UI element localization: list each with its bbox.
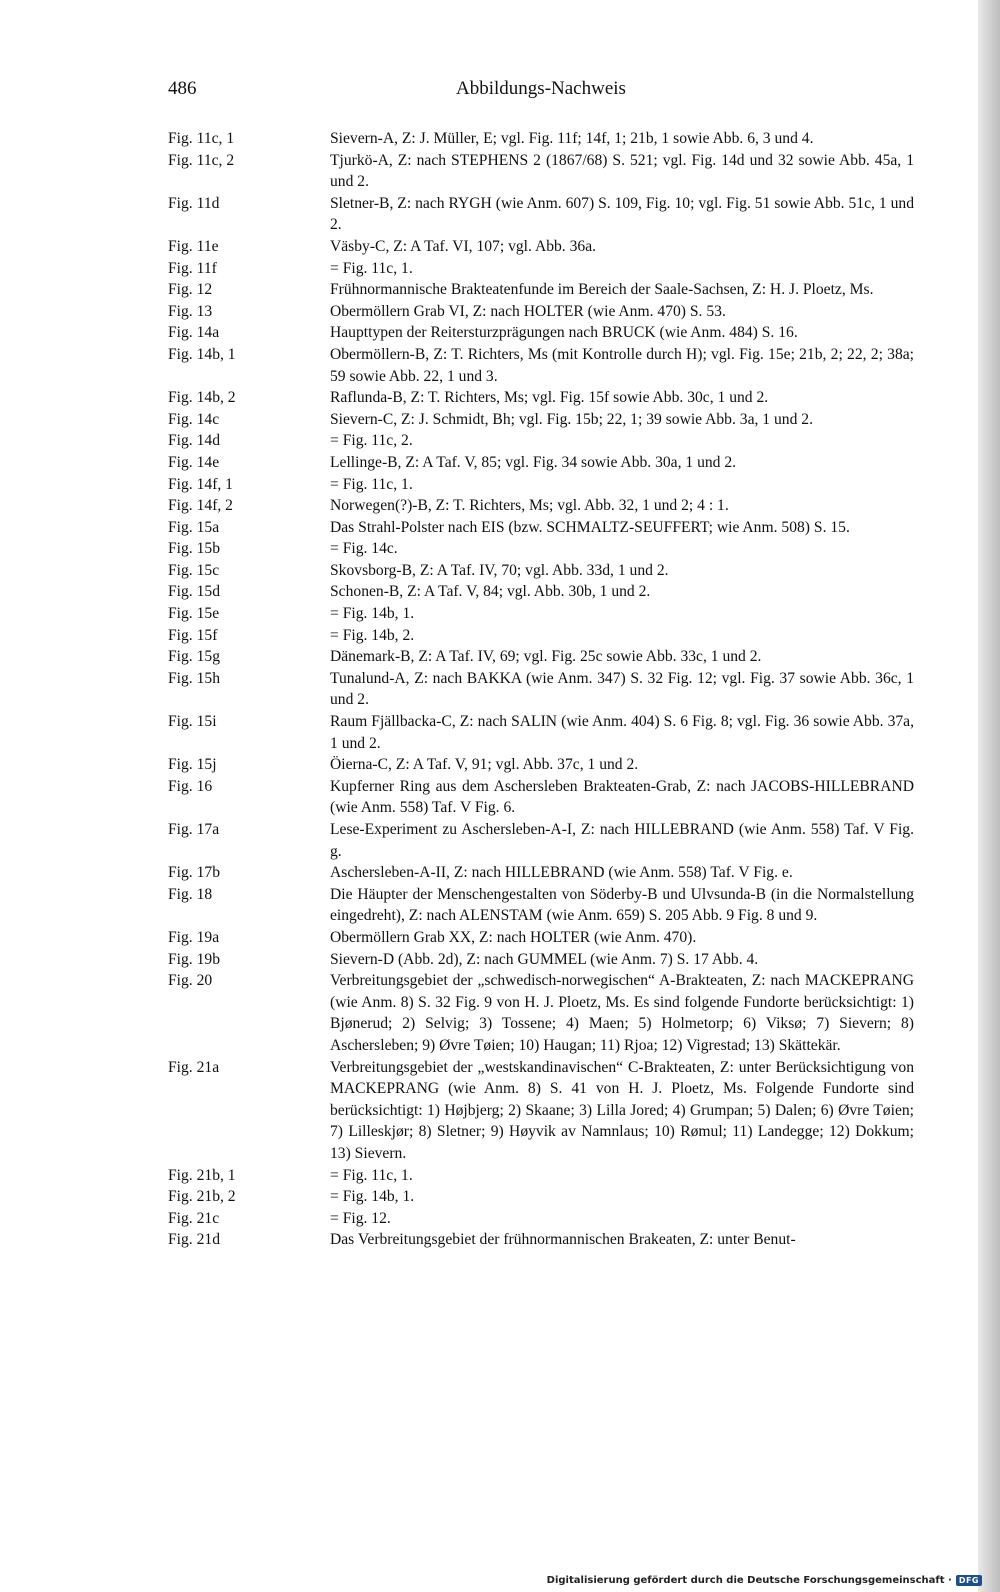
list-item (168, 430, 914, 452)
figure-label: Fig. 11e (168, 237, 219, 255)
figure-reference-list (168, 128, 914, 1251)
figure-label: Fig. 14f, 2 (168, 497, 233, 515)
list-item (168, 344, 914, 387)
figure-description: Lese-Experiment zu Aschersleben-A-I, Z: nach HILLEBRAND (wie Anm. 558) Taf. V Fig. g. (330, 821, 914, 860)
list-item (168, 279, 914, 301)
figure-description: Haupttypen der Reitersturzprägungen nach BRUCK (wie Anm. 484) S. 16. (330, 324, 798, 342)
list-item (168, 495, 914, 517)
figure-description: Lellinge-B, Z: A Taf. V, 85; vgl. Fig. 34 sowie Abb. 30a, 1 und 2. (330, 453, 737, 471)
list-item (168, 819, 914, 862)
figure-label: Fig. 21a (168, 1058, 220, 1076)
figure-description: Skovsborg-B, Z: A Taf. IV, 70; vgl. Abb. 33d, 1 und 2. (330, 561, 669, 579)
list-item (168, 387, 914, 409)
figure-label: Fig. 15j (168, 756, 217, 774)
figure-label: Fig. 15f (168, 626, 218, 644)
figure-label: Fig. 19b (168, 950, 220, 968)
figure-label: Fig. 17b (168, 864, 220, 882)
figure-description: Verbreitungsgebiet der „westskandinavischen“ C-Brakteaten, Z: unter Berücksichtigung von MACKEPRANG (wie Anm. 8) S. 41 von H. J. Ploetz, Ms. Folgende Fundorte sind berücksichtigt: 1) Højbjerg; 2) Skaane; 3) Lilla Jored; 4) Grumpan; 5) Dalen; 6) Øvre Tøien; 7) Lilleskjør; 8) Sletner; 9) Høyvik av Namnlaus; 10) Rømul; 11) Landegge; 12) Dokkum; 13) Sievern. (330, 1058, 914, 1162)
list-item (168, 322, 914, 344)
figure-label: Fig. 17a (168, 821, 220, 838)
figure-description: Sievern-C, Z: J. Schmidt, Bh; vgl. Fig. 15b; 22, 1; 39 sowie Abb. 3a, 1 und 2. (330, 410, 813, 428)
list-item (168, 776, 914, 819)
list-item (168, 193, 914, 236)
list-item (168, 603, 914, 625)
figure-label: Fig. 14e (168, 453, 220, 471)
list-item (168, 236, 914, 258)
list-item (168, 646, 914, 668)
figure-label: Fig. 15a (168, 518, 220, 536)
list-item (168, 625, 914, 647)
figure-label: Fig. 19a (168, 928, 220, 946)
list-item (168, 711, 914, 754)
list-item (168, 1208, 914, 1230)
list-item (168, 128, 914, 150)
page-header (168, 78, 914, 106)
list-item (168, 538, 914, 560)
list-item (168, 862, 914, 884)
dfg-logo: DFG (956, 1575, 982, 1586)
list-item (168, 301, 914, 323)
figure-description: Dänemark-B, Z: A Taf. IV, 69; vgl. Fig. 25c sowie Abb. 33c, 1 und 2. (330, 648, 762, 666)
list-item (168, 754, 914, 776)
figure-description: Das Strahl-Polster nach EIS (bzw. SCHMALTZ-SEUFFERT; wie Anm. 508) S. 15. (330, 518, 850, 536)
figure-label: Fig. 18 (168, 885, 213, 903)
figure-label: Fig. 15d (168, 583, 220, 601)
running-title: Abbildungs-Nachweis (456, 78, 626, 99)
list-item (168, 517, 914, 539)
figure-description: Die Häupter der Menschengestalten von Söderby-B und Ulvsunda-B (in die Normalstellung eingedreht), Z: nach ALENSTAM (wie Anm. 659) S. 205 Abb. 9 Fig. 8 und 9. (330, 885, 914, 925)
figure-label: Fig. 21b, 1 (168, 1166, 236, 1184)
list-item (168, 409, 914, 431)
figure-label: Fig. 21d (168, 1231, 220, 1249)
list-item (168, 884, 914, 927)
figure-description: Schonen-B, Z: A Taf. V, 84; vgl. Abb. 30b, 1 und 2. (330, 583, 651, 601)
book-spine-edge (978, 0, 1000, 1592)
figure-label: Fig. 21c (168, 1209, 220, 1227)
figure-description: = Fig. 14b, 1. (330, 605, 415, 623)
figure-description: Raflunda-B, Z: T. Richters, Ms; vgl. Fig. 15f sowie Abb. 30c, 1 und 2. (330, 389, 769, 407)
page-number: 486 (168, 78, 197, 99)
list-item (168, 668, 914, 711)
figure-description: = Fig. 11c, 1. (330, 1166, 413, 1184)
figure-description: = Fig. 11c, 1. (330, 259, 413, 277)
figure-label: Fig. 15h (168, 669, 220, 687)
list-item (168, 1057, 914, 1165)
list-item (168, 1229, 914, 1251)
figure-description: Sletner-B, Z: nach RYGH (wie Anm. 607) S. 109, Fig. 10; vgl. Fig. 51 sowie Abb. 51c, 1 und 2. (330, 194, 914, 234)
figure-label: Fig. 14b, 1 (168, 345, 236, 363)
list-item (168, 474, 914, 496)
list-item (168, 452, 914, 474)
list-item (168, 560, 914, 582)
figure-description: Norwegen(?)-B, Z: T. Richters, Ms; vgl. Abb. 32, 1 und 2; 4 : 1. (330, 497, 729, 515)
figure-description: Obermöllern Grab VI, Z: nach HOLTER (wie Anm. 470) S. 53. (330, 302, 726, 320)
figure-label: Fig. 11c, 1 (168, 130, 235, 147)
figure-label: Fig. 12 (168, 281, 213, 299)
figure-description: Sievern-D (Abb. 2d), Z: nach GUMMEL (wie Anm. 7) S. 17 Abb. 4. (330, 950, 759, 968)
figure-label: Fig. 15g (168, 648, 220, 666)
list-item (168, 1165, 914, 1187)
figure-description: Frühnormannische Brakteatenfunde im Bereich der Saale-Sachsen, Z: H. J. Ploetz, Ms. (330, 281, 874, 299)
figure-description: Väsby-C, Z: A Taf. VI, 107; vgl. Abb. 36a. (330, 237, 597, 255)
figure-label: Fig. 20 (168, 972, 213, 990)
figure-label: Fig. 15c (168, 561, 220, 579)
list-item (168, 1186, 914, 1208)
figure-label: Fig. 14a (168, 324, 220, 342)
figure-label: Fig. 11c, 2 (168, 151, 235, 169)
figure-description: = Fig. 11c, 1. (330, 475, 413, 493)
figure-description: Tjurkö-A, Z: nach STEPHENS 2 (1867/68) S. 521; vgl. Fig. 14d und 32 sowie Abb. 45a, 1 und 2. (330, 151, 914, 191)
footer-text: Digitalisierung gefördert durch die Deutsche Forschungsgemeinschaft · (546, 1575, 952, 1586)
figure-description: Verbreitungsgebiet der „schwedisch-norwegischen“ A-Brakteaten, Z: nach MACKEPRANG (wie Anm. 8) S. 32 Fig. 9 von H. J. Ploetz, Ms. Es sind folgende Fundorte berücksichtigt: 1) Bjønerud; 2) Selvig; 3) Tossene; 4) Maen; 5) Holmetorp; 6) Viksø; 7) Sievern; 8) Aschersleben; 9) Øvre Tøien; 10) Haugan; 11) Rjoa; 12) Vigrestad; 13) Skättekär. (330, 972, 914, 1054)
figure-description: = Fig. 11c, 2. (330, 432, 413, 450)
list-item (168, 581, 914, 603)
figure-description: = Fig. 12. (330, 1209, 391, 1227)
figure-description: Sievern-A, Z: J. Müller, E; vgl. Fig. 11f; 14f, 1; 21b, 1 sowie Abb. 6, 3 und 4. (330, 130, 814, 147)
footer-credit (547, 1575, 982, 1586)
list-item (168, 949, 914, 971)
figure-description: Kupferner Ring aus dem Aschersleben Brakteaten-Grab, Z: nach JACOBS-HILLEBRAND (wie Anm. 558) Taf. V Fig. 6. (330, 777, 914, 817)
figure-description: Obermöllern-B, Z: T. Richters, Ms (mit Kontrolle durch H); vgl. Fig. 15e; 21b, 2; 22, 2; 38a; 59 sowie Abb. 22, 1 und 3. (330, 345, 914, 385)
list-item (168, 970, 914, 1056)
figure-description: Obermöllern Grab XX, Z: nach HOLTER (wie Anm. 470). (330, 928, 697, 946)
list-item (168, 258, 914, 280)
figure-label: Fig. 21b, 2 (168, 1188, 236, 1206)
figure-label: Fig. 14c (168, 410, 220, 428)
figure-label: Fig. 13 (168, 302, 213, 320)
figure-description: = Fig. 14b, 2. (330, 626, 415, 644)
figure-description: Aschersleben-A-II, Z: nach HILLEBRAND (wie Anm. 558) Taf. V Fig. e. (330, 864, 793, 882)
figure-description: Das Verbreitungsgebiet der frühnormannischen Brakeaten, Z: unter Benut- (330, 1231, 796, 1249)
list-item (168, 150, 914, 193)
figure-label: Fig. 15b (168, 540, 220, 558)
list-item (168, 927, 914, 949)
figure-description: = Fig. 14b, 1. (330, 1188, 415, 1206)
figure-description: Tunalund-A, Z: nach BAKKA (wie Anm. 347) S. 32 Fig. 12; vgl. Fig. 37 sowie Abb. 36c, 1 und 2. (330, 669, 914, 709)
figure-label: Fig. 11d (168, 194, 220, 212)
figure-label: Fig. 15i (168, 713, 217, 731)
figure-label: Fig. 11f (168, 259, 217, 277)
figure-description: Öierna-C, Z: A Taf. V, 91; vgl. Abb. 37c, 1 und 2. (330, 756, 639, 774)
figure-label: Fig. 14d (168, 432, 220, 450)
figure-description: Raum Fjällbacka-C, Z: nach SALIN (wie Anm. 404) S. 6 Fig. 8; vgl. Fig. 36 sowie Abb. 37a, 1 und 2. (330, 713, 914, 752)
figure-label: Fig. 14f, 1 (168, 475, 233, 493)
figure-description: = Fig. 14c. (330, 540, 398, 558)
figure-label: Fig. 15e (168, 605, 220, 623)
figure-label: Fig. 16 (168, 777, 213, 795)
figure-label: Fig. 14b, 2 (168, 389, 236, 407)
